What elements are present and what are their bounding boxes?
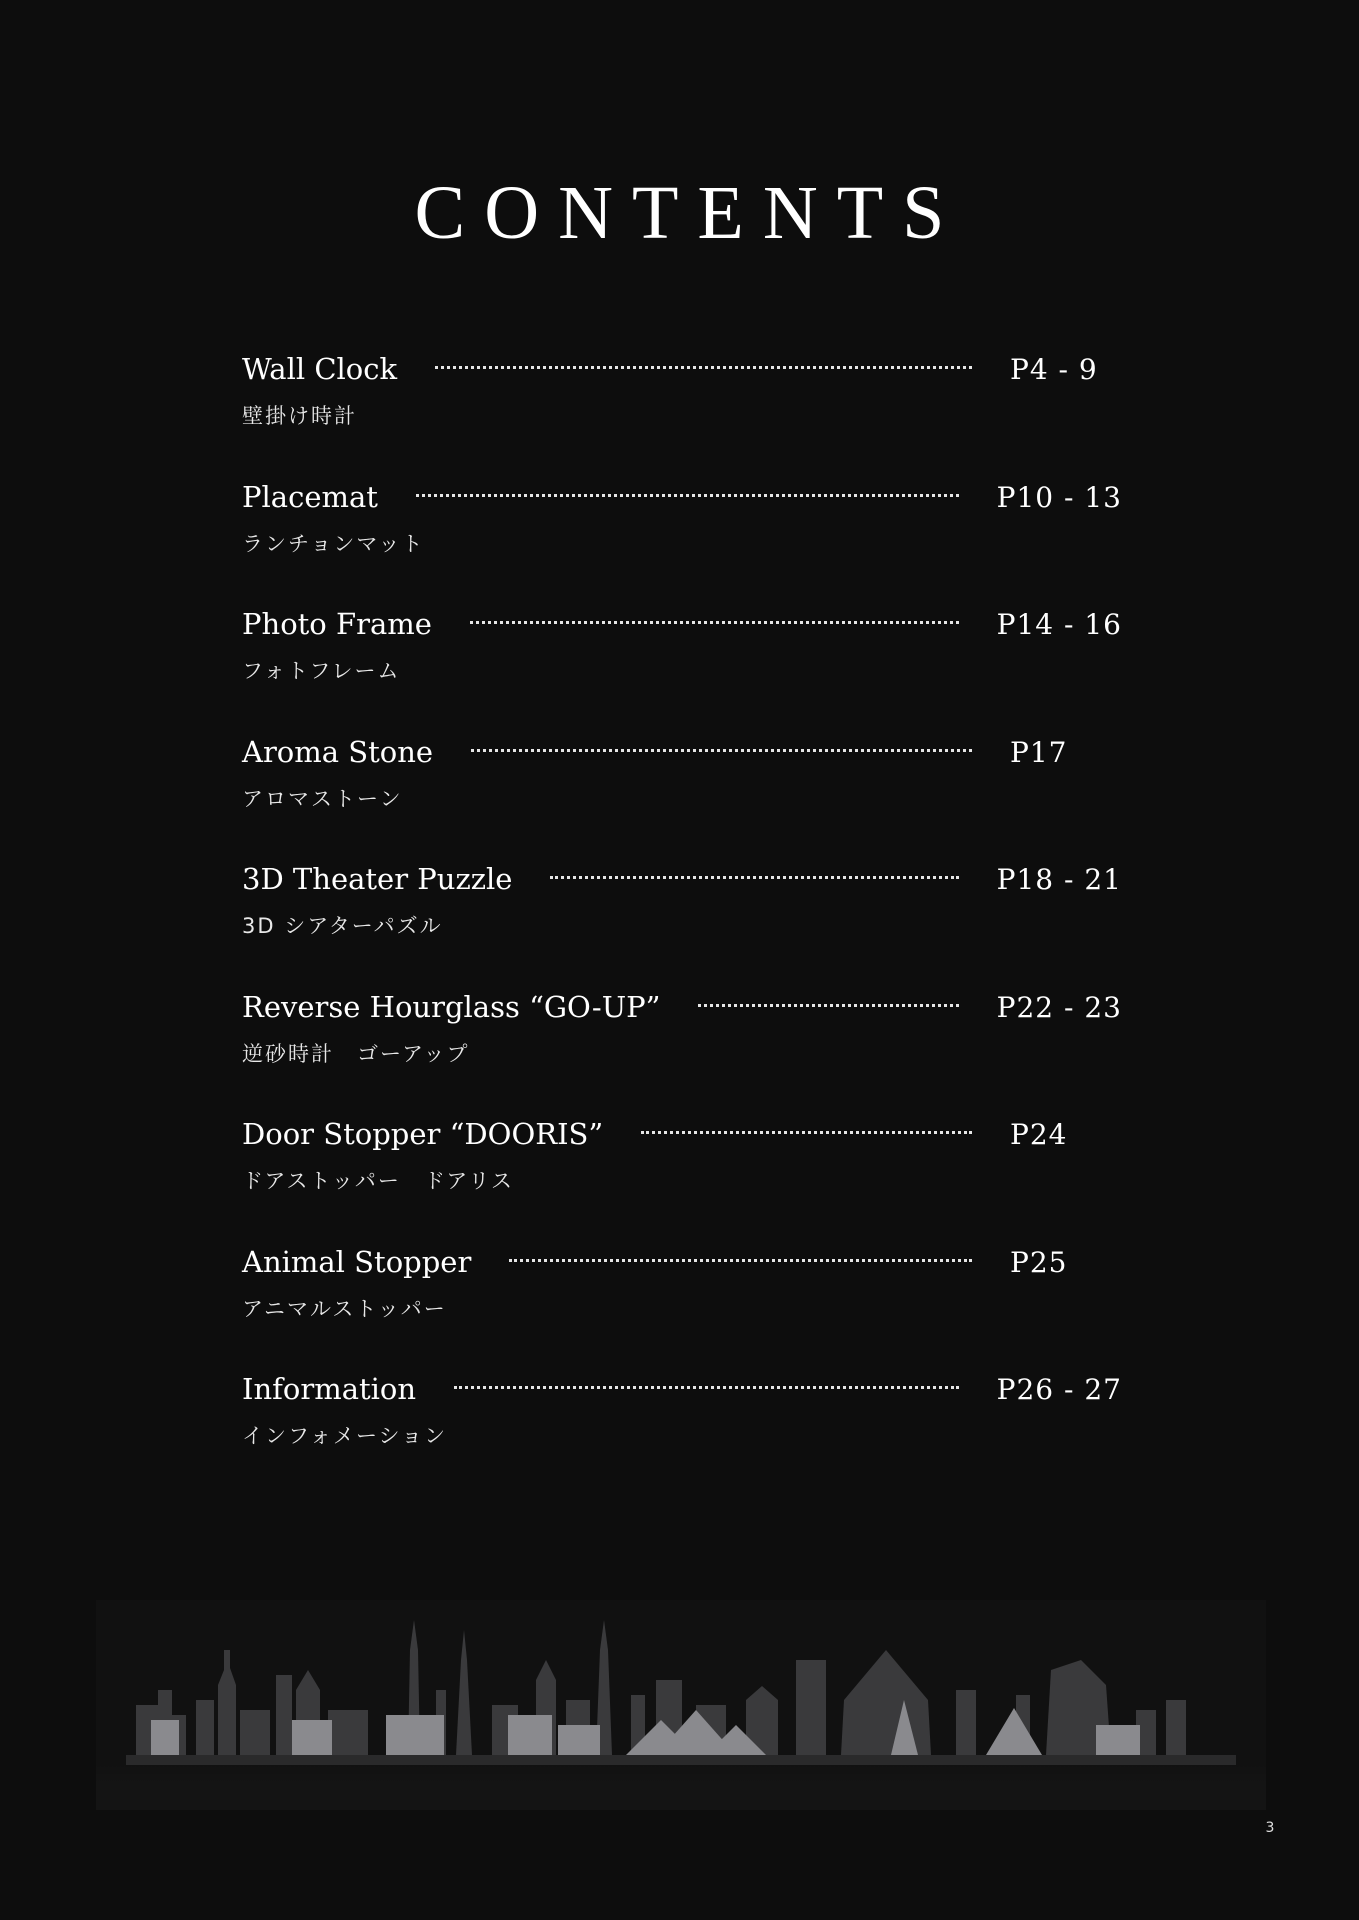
toc-entry-subtitle: インフォメーション: [242, 1424, 448, 1448]
toc-entry-subtitle: アニマルストッパー: [242, 1296, 447, 1321]
toc-entry-subtitle: アロマストーン: [242, 786, 403, 811]
world-landmarks-skyline-icon: [96, 1590, 1266, 1810]
page-title: CONTENTS: [414, 171, 964, 255]
toc-entry-title: Placemat: [242, 479, 378, 514]
toc-entry-subtitle: 壁掛け時計: [242, 404, 357, 428]
toc-entry-aroma-stone[interactable]: [242, 729, 1122, 857]
toc-entry-pages: P14 - 16: [996, 608, 1122, 641]
toc-entry-pages: P18 - 21: [996, 863, 1122, 896]
dotted-leader: [470, 621, 959, 624]
dotted-leader: [416, 494, 959, 497]
toc-entry-title: Wall Clock: [242, 352, 398, 386]
toc-entry-title: 3D Theater Puzzle: [242, 862, 513, 896]
dotted-leader: [509, 1259, 972, 1262]
toc-entry-title: Aroma Stone: [242, 734, 434, 769]
toc-entry-3d-theater-puzzle[interactable]: [242, 856, 1122, 984]
toc-entry-placemat[interactable]: [242, 474, 1122, 602]
dotted-leader: [435, 366, 972, 369]
toc-entry-subtitle: ドアストッパー ドアリス: [242, 1169, 515, 1193]
toc-entry-photo-frame[interactable]: [242, 601, 1122, 729]
toc-entry-reverse-hourglass[interactable]: [242, 984, 1122, 1112]
page-number: 3: [1265, 1820, 1275, 1836]
toc-entry-subtitle: フォトフレーム: [242, 659, 401, 683]
dotted-leader: [550, 876, 958, 879]
toc-entry-subtitle: 逆砂時計 ゴーアップ: [242, 1041, 470, 1066]
toc-entry-title: Reverse Hourglass “GO-UP”: [242, 989, 661, 1024]
toc-entry-pages: P4 - 9: [1010, 353, 1098, 386]
toc-entry-subtitle: 3D シアターパズル: [242, 914, 443, 938]
toc-entry-title: Door Stopper “DOORIS”: [242, 1117, 604, 1151]
toc-entry-information[interactable]: [242, 1366, 1122, 1494]
toc-entry-title: Animal Stopper: [242, 1244, 472, 1279]
dotted-leader: [471, 749, 972, 752]
toc-entry-subtitle: ランチョンマット: [242, 531, 425, 556]
toc-entry-pages: P17: [1010, 735, 1068, 769]
dotted-leader: [454, 1386, 959, 1389]
toc-entry-pages: P24: [1010, 1118, 1068, 1151]
toc-entry-title: Photo Frame: [242, 607, 432, 641]
toc-entry-wall-clock[interactable]: [242, 346, 1122, 474]
toc-entry-title: Information: [242, 1372, 417, 1406]
toc-entry-pages: P25: [1010, 1245, 1068, 1279]
toc-entry-pages: P26 - 27: [996, 1373, 1122, 1406]
toc-entry-animal-stopper[interactable]: [242, 1239, 1122, 1367]
toc-entry-pages: P22 - 23: [996, 990, 1122, 1024]
dotted-leader: [698, 1004, 958, 1007]
toc-entry-pages: P10 - 13: [996, 480, 1122, 514]
table-of-contents: [242, 346, 1122, 1494]
toc-entry-door-stopper[interactable]: [242, 1111, 1122, 1239]
dotted-leader: [641, 1131, 972, 1134]
